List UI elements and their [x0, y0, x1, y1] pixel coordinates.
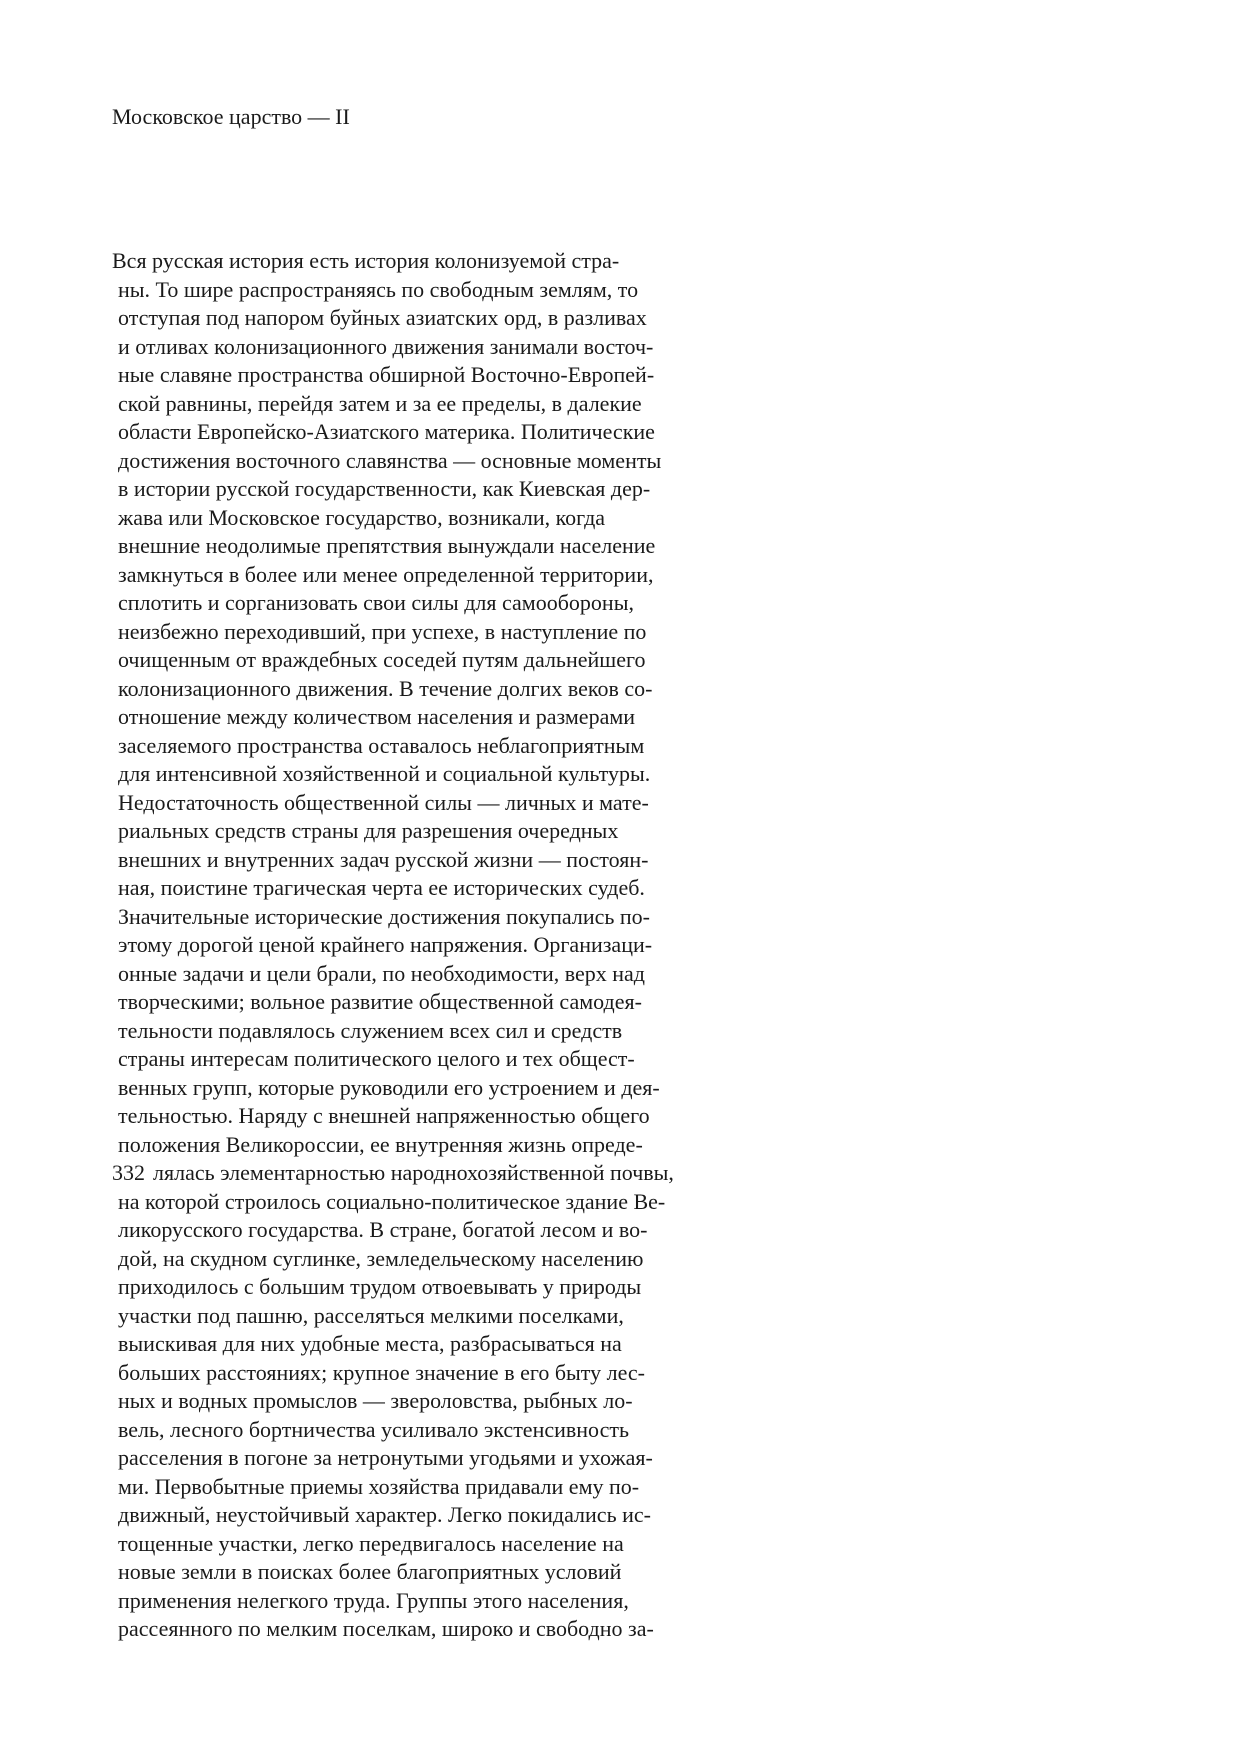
text-line: движный, неустойчивый характер. Легко покидались ис- [118, 1502, 651, 1527]
text-line: Вся русская история есть история колонизуемой стра- [112, 248, 620, 273]
text-line: Значительные исторические достижения покупались по- [118, 903, 650, 929]
text-line: венных групп, которые руководили его устроением и дея- [118, 1074, 660, 1100]
text-line: замкнуться в более или менее определенной территории, [118, 561, 654, 587]
text-line: тельностью. Наряду с внешней напряженностью общего [118, 1103, 650, 1128]
text-line: выискивая для них удобные места, разбрасываться на [118, 1331, 622, 1356]
text-line: области Европейско-Азиатского материка. Политические [118, 419, 655, 444]
text-line: дой, на скудном суглинке, земледельческому населению [118, 1245, 644, 1271]
text-line: внешние неодолимые препятствия вынуждали население [118, 533, 656, 558]
page-number: 332 [112, 1160, 145, 1185]
text-line: положения Великороссии, ее внутренняя жизнь опреде- [118, 1131, 643, 1157]
text-line: на которой строилось социально-политическое здание Ве- [118, 1188, 666, 1214]
text-line: очищенным от враждебных соседей путям дальнейшего [118, 647, 646, 672]
text-line: риальных средств страны для разрешения очередных [118, 818, 619, 843]
text-line: ликорусского государства. В стране, богатой лесом и во- [118, 1217, 648, 1242]
text-line: внешних и внутренних задач русской жизни — постоян- [118, 846, 649, 872]
text-line: в истории русской государственности, как Киевская дер- [118, 476, 651, 501]
text-line: для интенсивной хозяйственной и социальной культуры. [118, 761, 651, 786]
text-line: ная, поистине трагическая черта ее исторических судеб. [118, 875, 645, 900]
text-line: отношение между количеством населения и размерами [118, 704, 636, 729]
text-line: творческими; вольное развитие общественной самодея- [118, 989, 642, 1014]
text-line: расселения в погоне за нетронутыми угодьями и ухожая- [118, 1445, 653, 1470]
text-line: сплотить и сорганизовать свои силы для самообороны, [118, 590, 634, 615]
text-line: Недостаточность общественной силы — личных и мате- [118, 789, 649, 815]
text-line: неизбежно переходивший, при успехе, в наступление по [118, 618, 647, 644]
text-line: онные задачи и цели брали, по необходимости, верх над [118, 960, 645, 986]
text-line: достижения восточного славянства — основные моменты [118, 447, 662, 473]
text-line: больших расстояниях; крупное значение в его быту лес- [118, 1359, 646, 1385]
text-line: колонизационного движения. В течение долгих веков со- [118, 675, 653, 701]
text-line: ных и водных промыслов — звероловства, рыбных ло- [118, 1388, 633, 1413]
text-line: заселяемого пространства оставалось неблагоприятным [118, 732, 645, 758]
text-line: рассеянного по мелким поселкам, широко и свободно за- [118, 1616, 654, 1641]
text-line: применения нелегкого труда. Группы этого населения, [118, 1587, 629, 1613]
text-line: ми. Первобытные приемы хозяйства придавали ему по- [118, 1473, 640, 1499]
text-line: страны интересам политического целого и тех общест- [118, 1046, 635, 1071]
text-line: жава или Московское государство, возникали, когда [118, 504, 606, 530]
text-line: и отливах колонизационного движения занимали восточ- [118, 333, 654, 359]
text-line: лялась элементарностью народнохозяйственной почвы, [153, 1160, 674, 1185]
text-line: приходилось с большим трудом отвоевывать у природы [118, 1274, 642, 1299]
text-line: ны. То шире распространяясь по свободным землям, то [118, 276, 639, 302]
text-line: ской равнины, перейдя затем и за ее пределы, в далекие [118, 390, 642, 416]
text-line: отступая под напором буйных азиатских орд, в разливах [118, 305, 647, 330]
text-line: этому дорогой ценой крайнего напряжения. Организаци- [118, 932, 653, 957]
running-head: Московское царство — II [112, 104, 350, 129]
text-line: вель, лесного бортничества усиливало экстенсивность [118, 1416, 630, 1442]
text-line: участки под пашню, расселяться мелкими поселками, [118, 1302, 624, 1328]
text-line: тощенные участки, легко передвигалось население на [118, 1530, 624, 1556]
text-line: новые земли в поисках более благоприятных условий [118, 1559, 622, 1584]
text-line: тельности подавлялось служением всех сил и средств [118, 1017, 623, 1043]
body-text [112, 247, 674, 1644]
text-line: ные славяне пространства обширной Восточно-Европей- [118, 362, 655, 387]
